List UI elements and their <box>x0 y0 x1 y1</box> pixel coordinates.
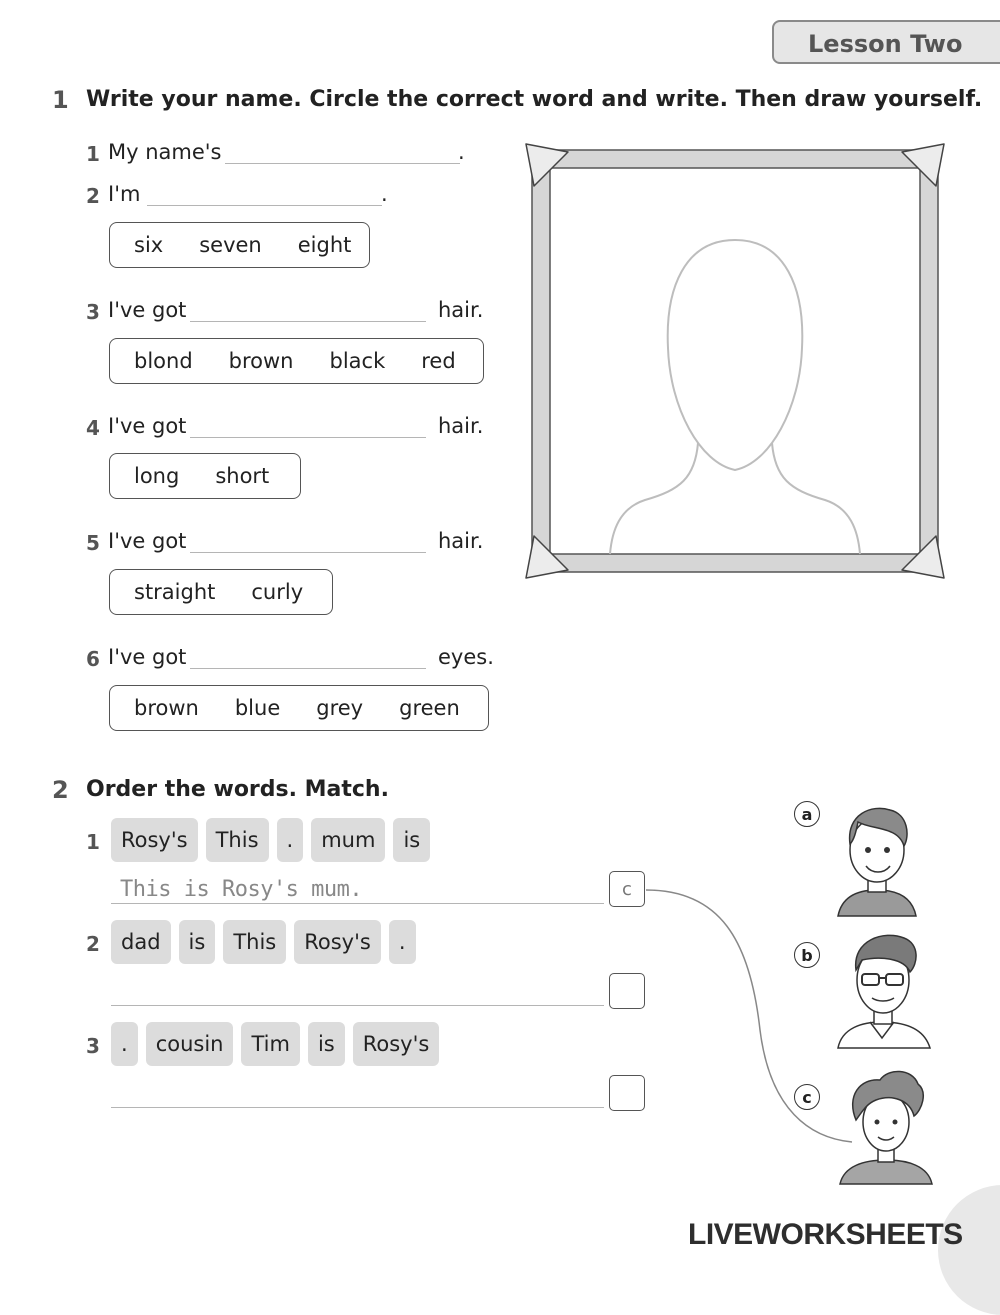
item-1-prefix: My name's <box>108 140 222 164</box>
hair-style-write-line[interactable] <box>190 552 426 553</box>
ex2-item-3-write-line[interactable] <box>111 1107 604 1108</box>
hair-colour-write-line[interactable] <box>190 321 426 322</box>
word-tile[interactable]: . <box>111 1022 138 1066</box>
picture-c-letter: c <box>794 1084 820 1110</box>
item-2-suffix: . <box>381 182 388 206</box>
item-3-prefix: I've got <box>108 298 187 322</box>
lesson-label: Lesson Two <box>808 30 963 58</box>
item-6-suffix: eyes. <box>438 645 494 669</box>
item-2-prefix: I'm <box>108 182 141 206</box>
word-tile[interactable]: Rosy's <box>294 920 381 964</box>
ex2-item-1-number: 1 <box>86 830 100 854</box>
option-six[interactable]: six <box>134 233 164 257</box>
item-2-number: 2 <box>86 184 100 208</box>
hair-length-options-box <box>109 453 301 499</box>
word-tile[interactable]: cousin <box>146 1022 234 1066</box>
word-tile[interactable]: This <box>206 818 269 862</box>
item-1-number: 1 <box>86 142 100 166</box>
picture-b-letter: b <box>794 942 820 968</box>
hair-length-write-line[interactable] <box>190 437 426 438</box>
name-write-line[interactable] <box>225 163 460 164</box>
option-brown-eyes[interactable]: brown <box>134 696 199 720</box>
item-3-number: 3 <box>86 300 100 324</box>
word-tile[interactable]: is <box>393 818 430 862</box>
word-tile[interactable]: Rosy's <box>111 818 198 862</box>
option-blue[interactable]: blue <box>234 696 281 720</box>
age-write-line[interactable] <box>147 205 382 206</box>
item-4-prefix: I've got <box>108 414 187 438</box>
option-black[interactable]: black <box>329 349 386 373</box>
hair-style-options-box <box>109 569 333 615</box>
exercise-1-number: 1 <box>52 86 69 114</box>
word-tile[interactable]: Rosy's <box>353 1022 440 1066</box>
option-grey[interactable]: grey <box>316 696 364 720</box>
option-straight[interactable]: straight <box>134 580 216 604</box>
liveworksheets-watermark: LIVEWORKSHEETS <box>688 1218 963 1251</box>
option-seven[interactable]: seven <box>199 233 262 257</box>
item-5-number: 5 <box>86 531 100 555</box>
ex2-item-1-match-box[interactable]: c <box>609 871 645 907</box>
option-green[interactable]: green <box>399 696 460 720</box>
word-tile[interactable]: This <box>223 920 286 964</box>
word-tile[interactable]: . <box>389 920 416 964</box>
ex2-item-2-word-tiles <box>111 920 416 964</box>
option-blond[interactable]: blond <box>134 349 193 373</box>
word-tile[interactable]: mum <box>311 818 385 862</box>
self-portrait-frame[interactable] <box>520 138 950 584</box>
drawing-area[interactable] <box>550 168 920 554</box>
man-with-glasses-icon <box>834 930 934 1050</box>
word-tile[interactable]: . <box>277 818 304 862</box>
picture-a-letter: a <box>794 801 820 827</box>
ex2-item-3-number: 3 <box>86 1034 100 1058</box>
item-1-suffix: . <box>458 140 465 164</box>
boy-icon <box>832 800 922 918</box>
hair-colour-options-box <box>109 338 484 384</box>
option-red[interactable]: red <box>421 349 456 373</box>
item-5-prefix: I've got <box>108 529 187 553</box>
ex2-item-1-word-tiles <box>111 818 430 862</box>
ex2-item-3-word-tiles <box>111 1022 439 1066</box>
option-short[interactable]: short <box>215 464 270 488</box>
ex2-item-1-write-line[interactable] <box>111 903 604 904</box>
age-options-box <box>109 222 370 268</box>
ex2-item-2-number: 2 <box>86 932 100 956</box>
word-tile[interactable]: Tim <box>241 1022 299 1066</box>
option-eight[interactable]: eight <box>297 233 352 257</box>
ex2-item-2-write-line[interactable] <box>111 1005 604 1006</box>
exercise-2-title: Order the words. Match. <box>86 777 389 802</box>
match-line <box>640 880 860 1150</box>
item-6-number: 6 <box>86 647 100 671</box>
eye-colour-write-line[interactable] <box>190 668 426 669</box>
word-tile[interactable]: dad <box>111 920 171 964</box>
eye-colour-options-box <box>109 685 489 731</box>
option-long[interactable]: long <box>134 464 180 488</box>
word-tile[interactable]: is <box>179 920 216 964</box>
item-4-suffix: hair. <box>438 414 484 438</box>
exercise-2-number: 2 <box>52 776 69 804</box>
ex2-item-1-answer: This is Rosy's mum. <box>120 877 363 902</box>
item-4-number: 4 <box>86 416 100 440</box>
lesson-tab <box>772 20 1000 64</box>
woman-curly-hair-icon <box>836 1066 936 1186</box>
option-curly[interactable]: curly <box>251 580 304 604</box>
word-tile[interactable]: is <box>308 1022 345 1066</box>
option-brown[interactable]: brown <box>228 349 294 373</box>
item-3-suffix: hair. <box>438 298 484 322</box>
item-6-prefix: I've got <box>108 645 187 669</box>
exercise-1-title: Write your name. Circle the correct word and write. Then draw yourself. <box>86 87 983 112</box>
item-5-suffix: hair. <box>438 529 484 553</box>
